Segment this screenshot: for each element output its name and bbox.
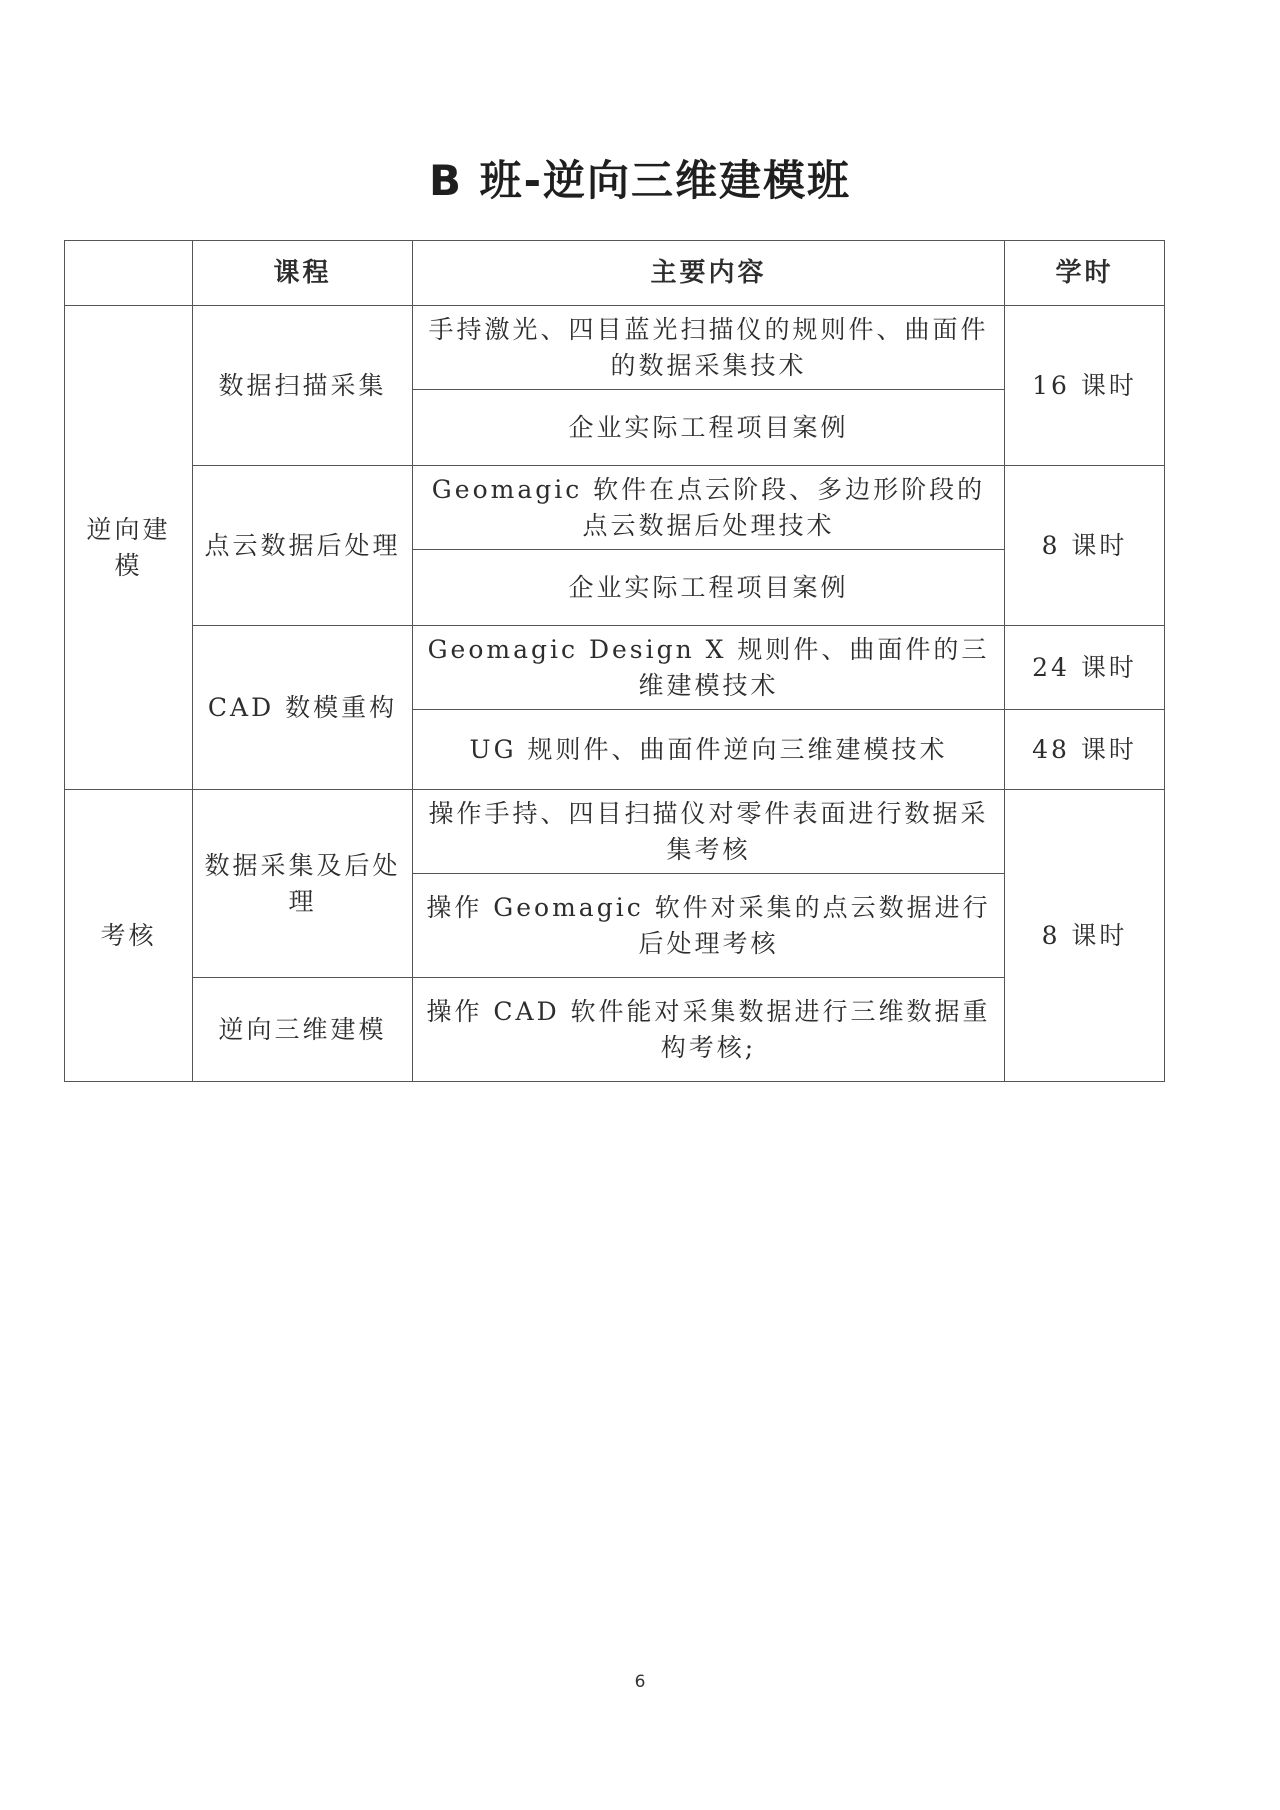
- course-cell-cad-rebuild: CAD 数模重构: [193, 626, 413, 790]
- content-cell: 操作手持、四目扫描仪对零件表面进行数据采集考核: [413, 790, 1005, 874]
- category-cell-reverse-modeling: 逆向建模: [65, 306, 193, 790]
- content-cell: 操作 Geomagic 软件对采集的点云数据进行后处理考核: [413, 874, 1005, 978]
- content-cell: 手持激光、四目蓝光扫描仪的规则件、曲面件的数据采集技术: [413, 306, 1005, 390]
- course-table: [64, 240, 1165, 1082]
- content-cell: 企业实际工程项目案例: [413, 390, 1005, 466]
- category-cell-assessment: 考核: [65, 790, 193, 1082]
- table-row: [65, 790, 1165, 874]
- hours-cell: 16 课时: [1005, 306, 1165, 466]
- header-category: [65, 241, 193, 306]
- hours-cell: 48 课时: [1005, 710, 1165, 790]
- course-cell-collect-process: 数据采集及后处理: [193, 790, 413, 978]
- table-row: [65, 978, 1165, 1082]
- content-cell: Geomagic 软件在点云阶段、多边形阶段的点云数据后处理技术: [413, 466, 1005, 550]
- course-cell-scan-collection: 数据扫描采集: [193, 306, 413, 466]
- content-cell: 操作 CAD 软件能对采集数据进行三维数据重构考核;: [413, 978, 1005, 1082]
- content-cell: 企业实际工程项目案例: [413, 550, 1005, 626]
- course-cell-reverse-3d: 逆向三维建模: [193, 978, 413, 1082]
- header-content: 主要内容: [413, 241, 1005, 306]
- table-header-row: [65, 241, 1165, 306]
- table-row: [65, 306, 1165, 390]
- content-cell: UG 规则件、曲面件逆向三维建模技术: [413, 710, 1005, 790]
- header-hours: 学时: [1005, 241, 1165, 306]
- table-row: [65, 466, 1165, 550]
- content-cell: Geomagic Design X 规则件、曲面件的三维建模技术: [413, 626, 1005, 710]
- course-cell-point-cloud: 点云数据后处理: [193, 466, 413, 626]
- hours-cell: 24 课时: [1005, 626, 1165, 710]
- hours-cell: 8 课时: [1005, 466, 1165, 626]
- hours-cell: 8 课时: [1005, 790, 1165, 1082]
- page-title: B 班-逆向三维建模班: [428, 156, 852, 205]
- table-row: [65, 626, 1165, 710]
- page-number: 6: [634, 1672, 646, 1692]
- header-course: 课程: [193, 241, 413, 306]
